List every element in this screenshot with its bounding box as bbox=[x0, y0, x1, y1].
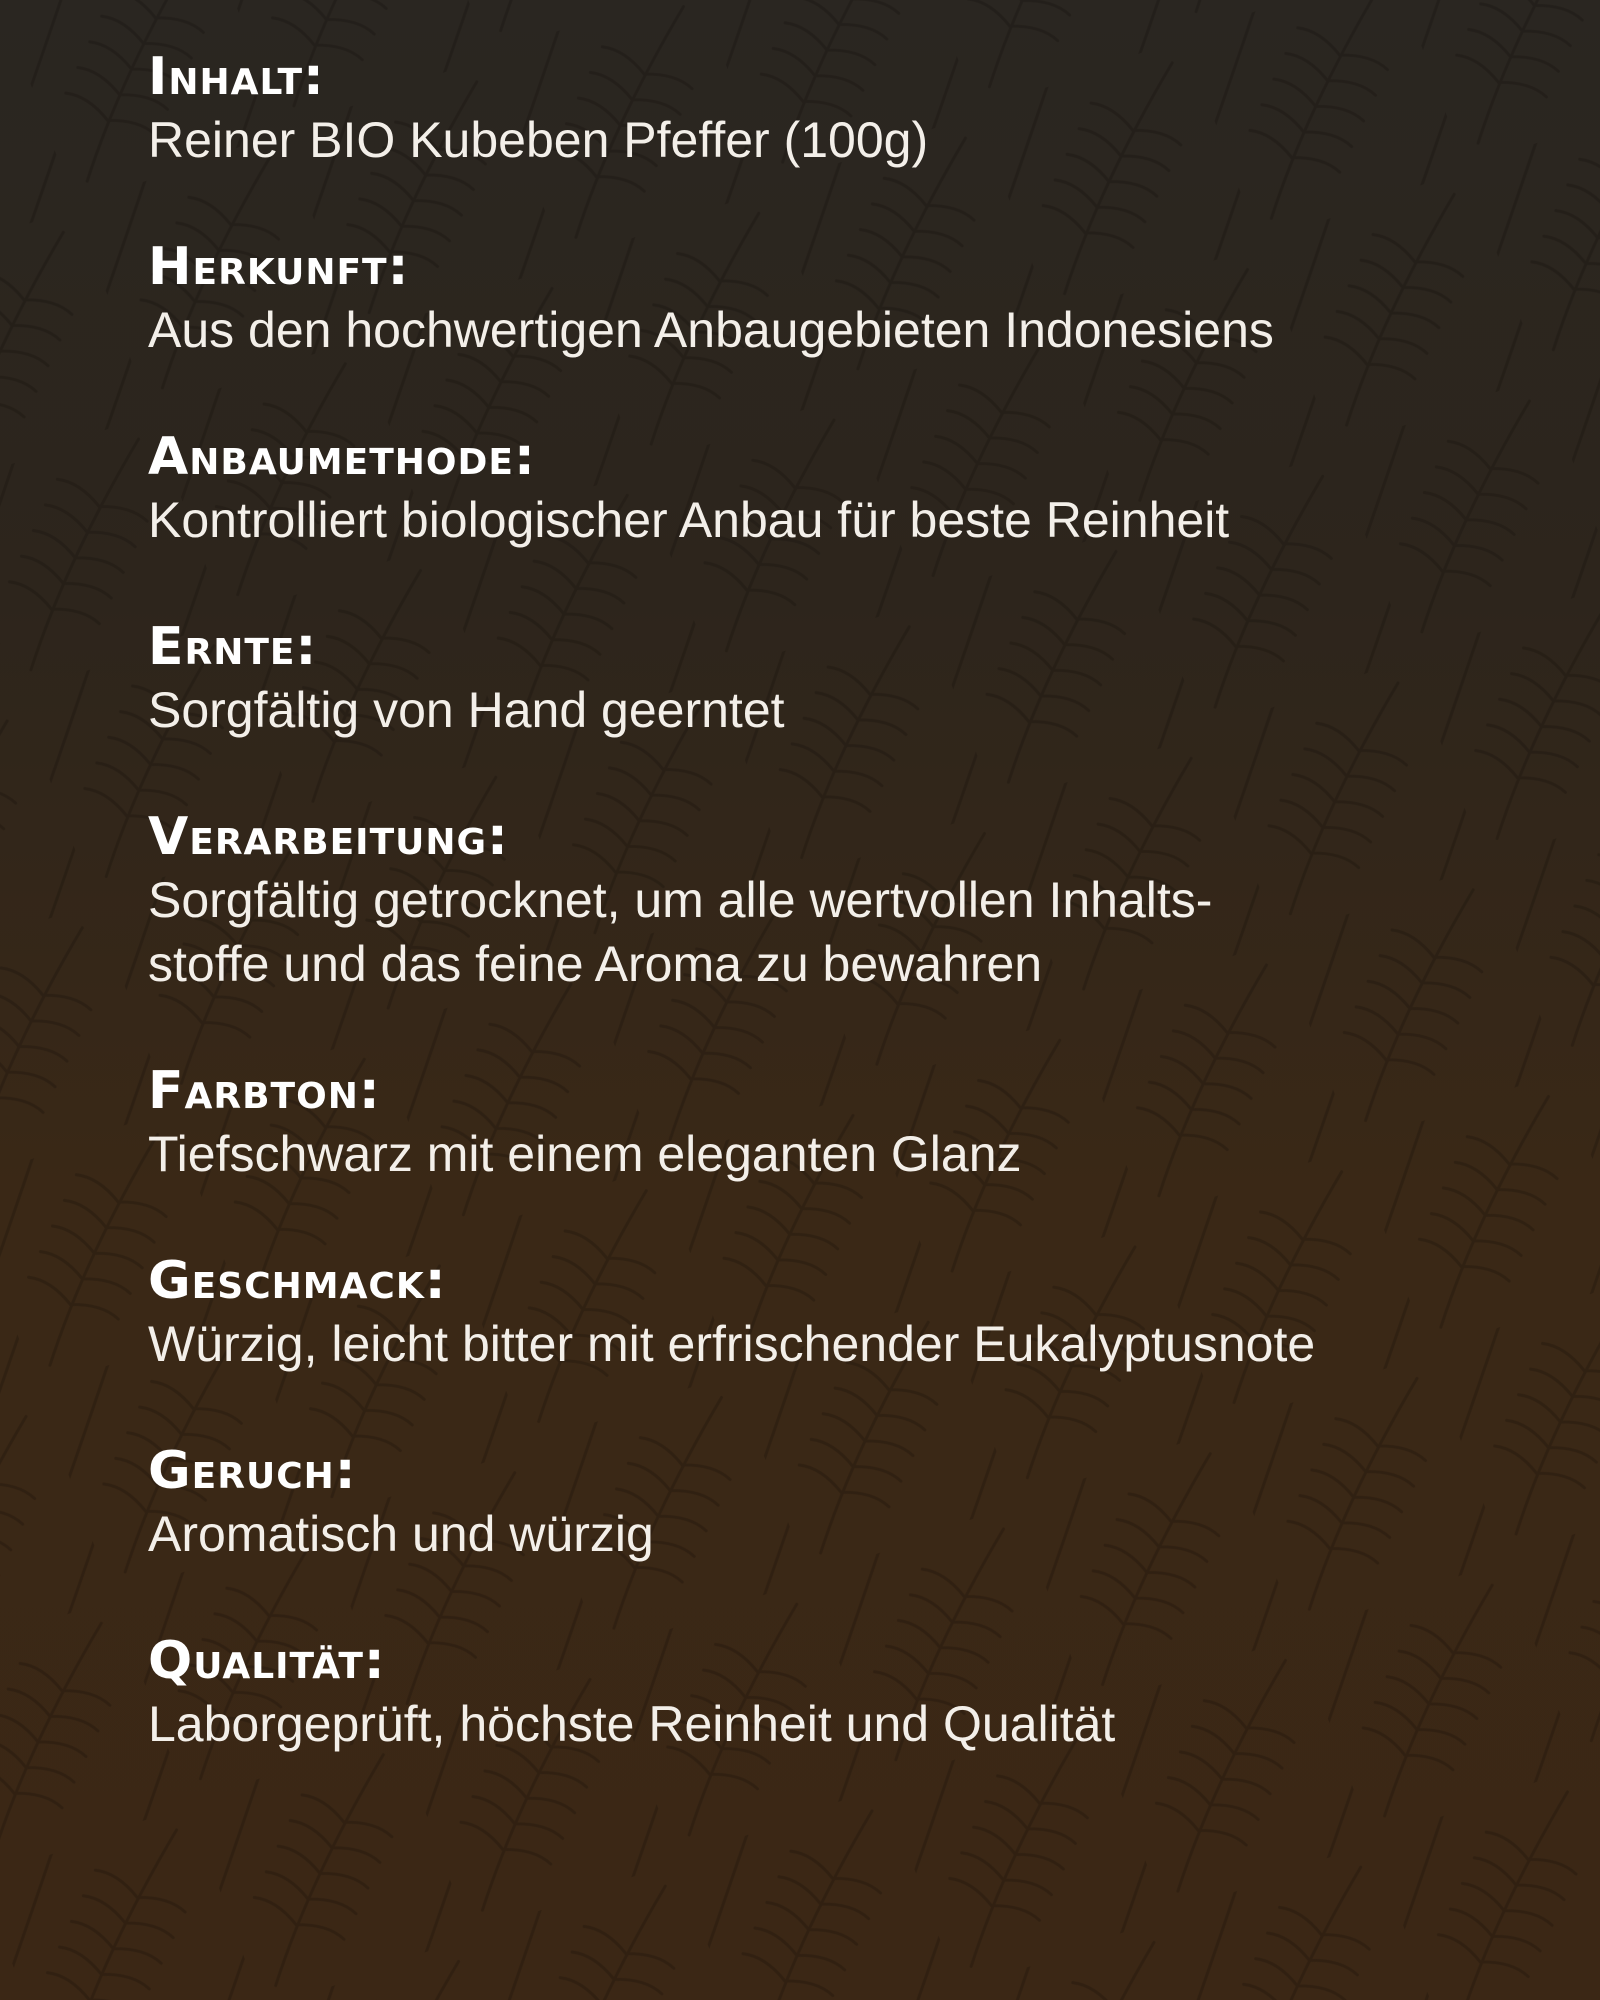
heading-inhalt: Inhalt: bbox=[148, 47, 325, 107]
heading-herkunft: Herkunft: bbox=[148, 237, 410, 297]
section-qualitaet bbox=[148, 1630, 1548, 1756]
text-inhalt: Reiner BIO Kubeben Pfeffer (100g) bbox=[148, 112, 929, 168]
text-geschmack: Würzig, leicht bitter mit erfrischender Eukalyptusnote bbox=[148, 1316, 1316, 1372]
product-details bbox=[148, 46, 1548, 1820]
text-anbaumethode: Kontrolliert biologischer Anbau für beste Reinheit bbox=[148, 492, 1230, 548]
heading-verarbeitung: Verarbeitung: bbox=[148, 807, 509, 867]
text-farbton: Tiefschwarz mit einem eleganten Glanz bbox=[148, 1126, 1022, 1182]
text-herkunft: Aus den hochwertigen Anbaugebieten Indonesiens bbox=[148, 302, 1274, 358]
section-verarbeitung bbox=[148, 806, 1548, 996]
text-geruch: Aromatisch und würzig bbox=[148, 1506, 654, 1562]
section-geschmack bbox=[148, 1250, 1548, 1376]
heading-ernte: Ernte: bbox=[148, 617, 318, 677]
section-inhalt bbox=[148, 46, 1548, 172]
heading-geschmack: Geschmack: bbox=[148, 1251, 447, 1311]
heading-anbaumethode: Anbaumethode: bbox=[148, 427, 536, 487]
heading-farbton: Farbton: bbox=[148, 1061, 381, 1121]
section-anbaumethode bbox=[148, 426, 1548, 552]
text-ernte: Sorgfältig von Hand geerntet bbox=[148, 682, 785, 738]
section-geruch bbox=[148, 1440, 1548, 1566]
heading-qualitaet: Qualität: bbox=[148, 1631, 386, 1691]
heading-geruch: Geruch: bbox=[148, 1441, 357, 1501]
section-ernte bbox=[148, 616, 1548, 742]
text-verarbeitung: Sorgfältig getrocknet, um alle wertvollen Inhalts- stoffe und das feine Aroma zu bewahren bbox=[148, 872, 1213, 992]
text-qualitaet: Laborgeprüft, höchste Reinheit und Qualität bbox=[148, 1696, 1116, 1752]
section-herkunft bbox=[148, 236, 1548, 362]
section-farbton bbox=[148, 1060, 1548, 1186]
